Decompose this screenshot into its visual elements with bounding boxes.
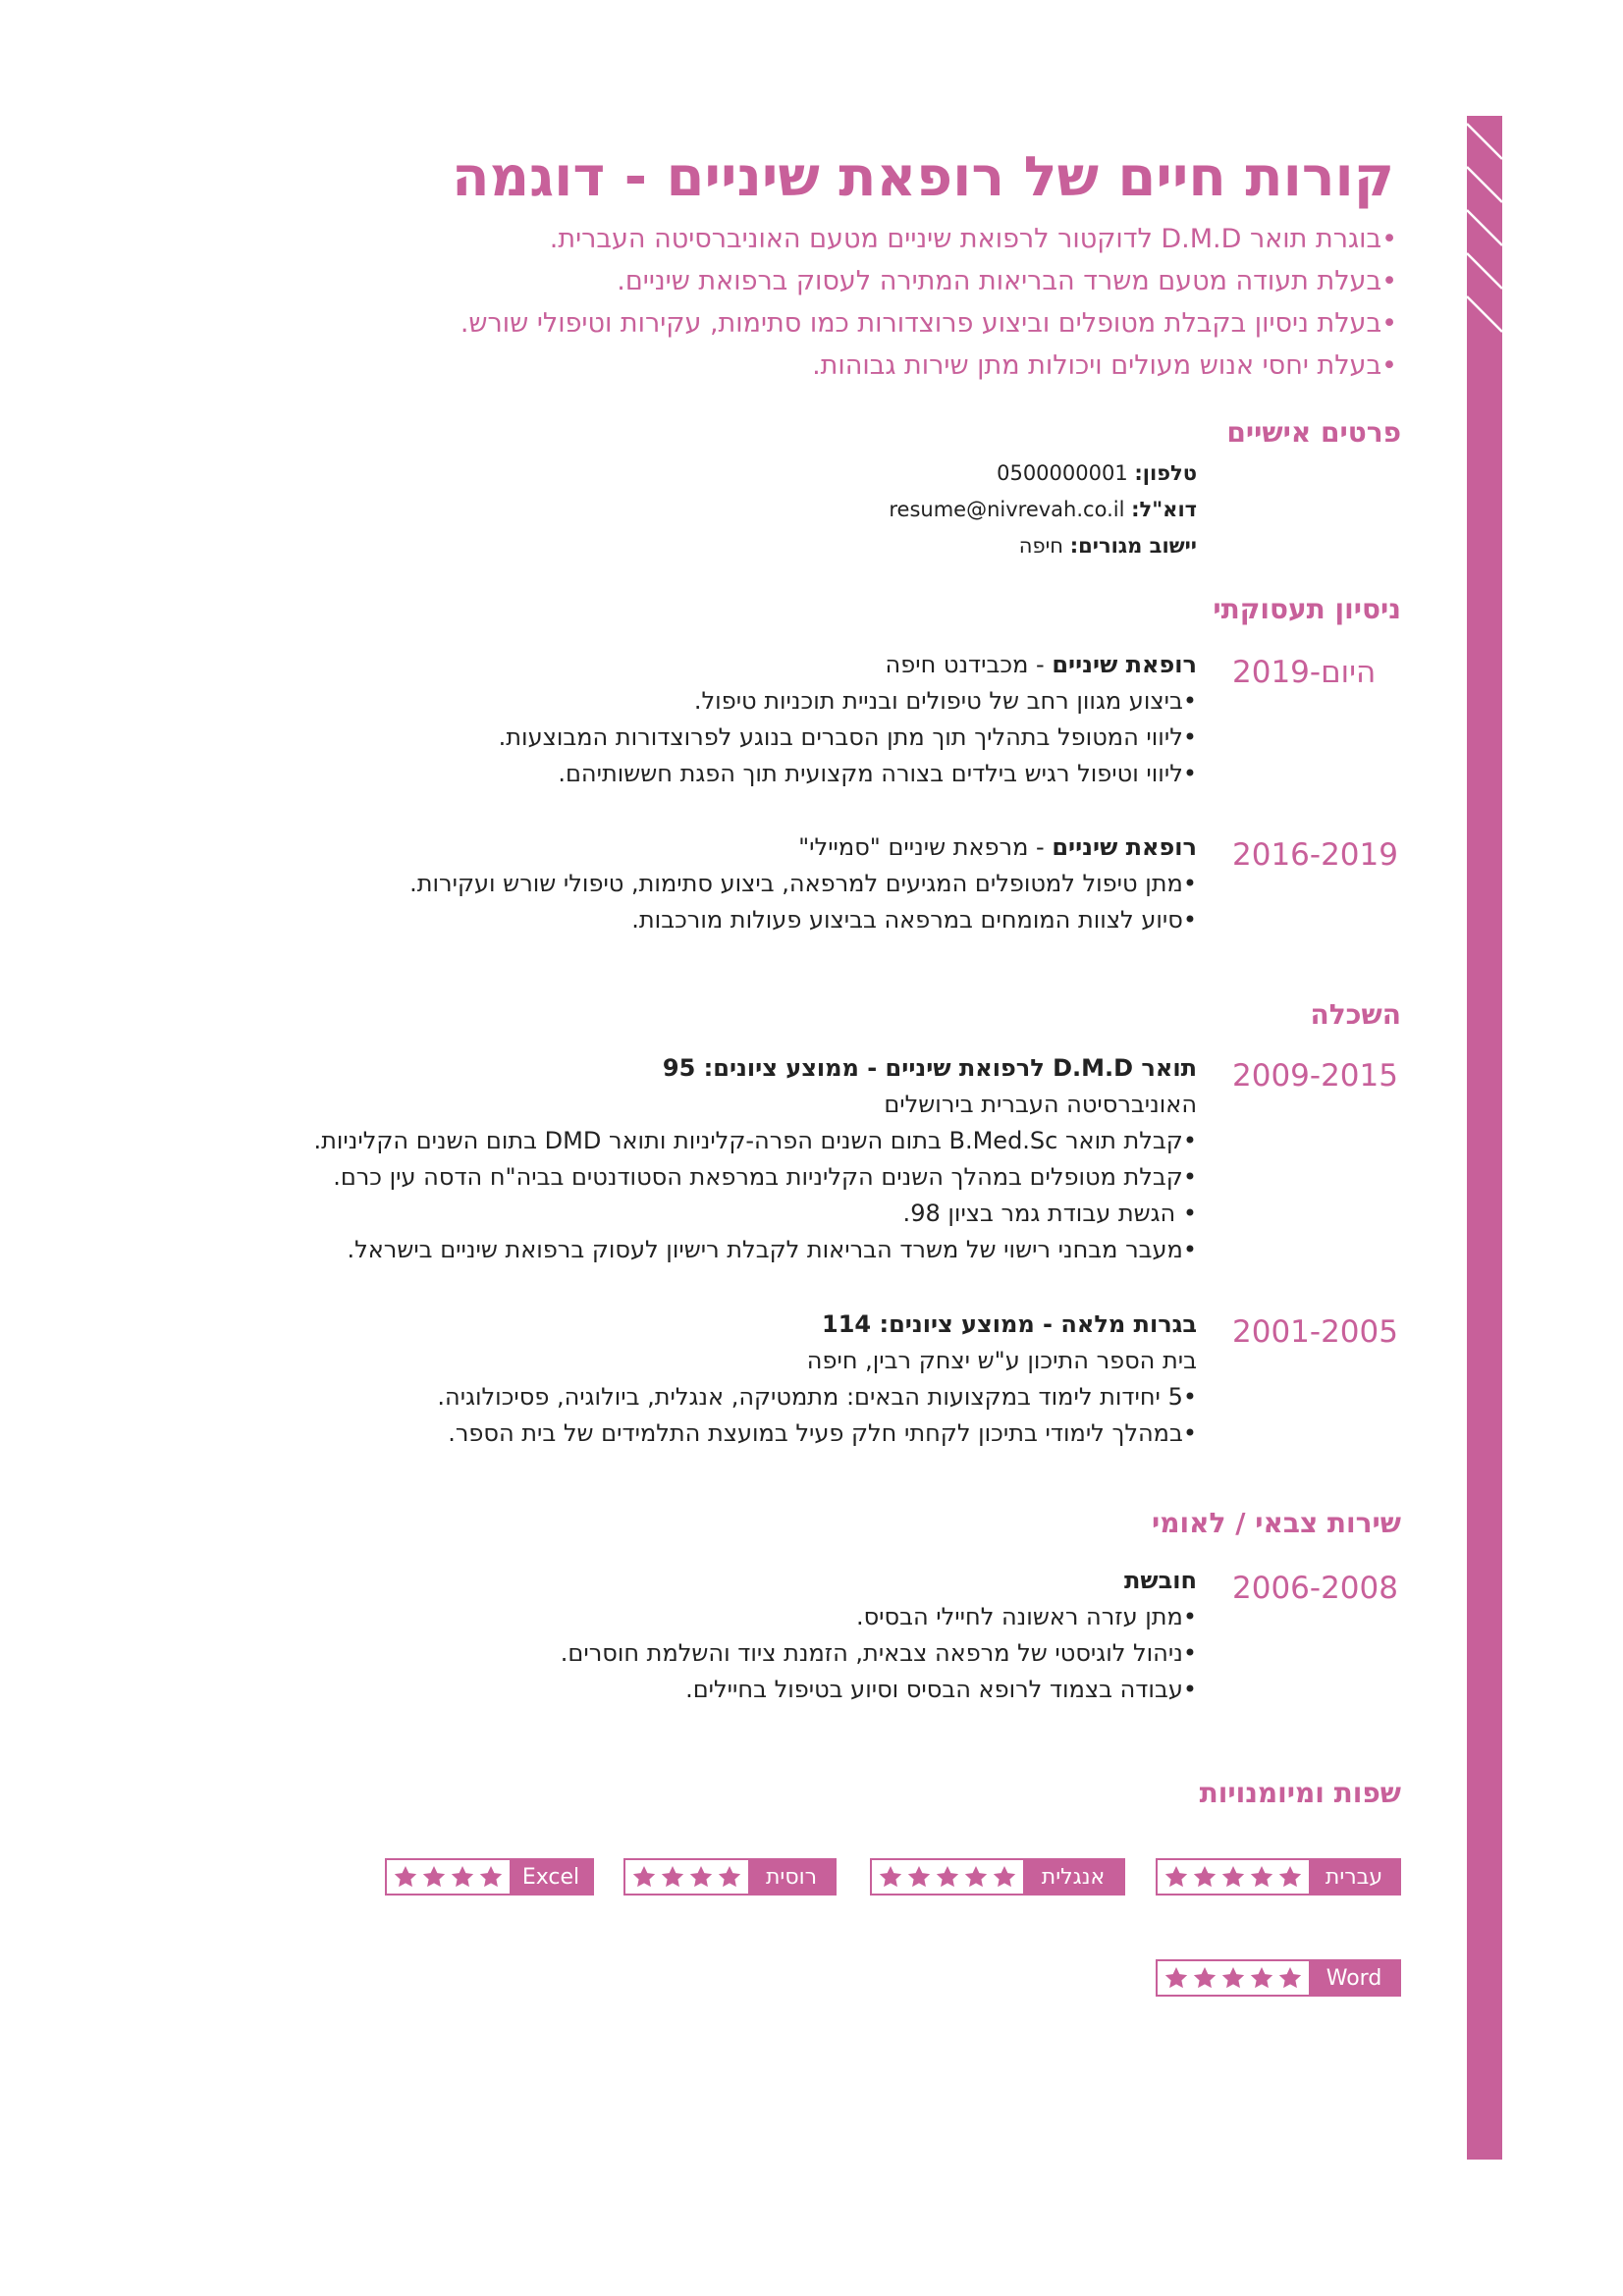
star-icon: [1249, 1965, 1274, 1991]
experience-bullets: [499, 683, 1197, 792]
star-icon: [1220, 1864, 1246, 1890]
star-icon: [1249, 1864, 1274, 1890]
bullet-item: •סיוע לצוות המומחים במרפאה בביצוע פעולות מורכבות.: [631, 906, 1197, 934]
skill-label: אנגלית: [1023, 1860, 1123, 1894]
summary-item: •בעלת ניסיון בקבלת מטופלים וביצוע פרוצדורות כמו סתימות, עקירות וטיפולי שורש.: [460, 308, 1397, 339]
skill-label: Word: [1309, 1961, 1399, 1995]
bullet-item: •עבודה בצמוד לרופא הבסיס וסיוע בטיפול בחיילים.: [685, 1676, 1197, 1703]
military-entry: [561, 1563, 1197, 1708]
skill-badge: [870, 1858, 1125, 1896]
diagonal-stripes-decoration: [1467, 116, 1502, 410]
skill-badge: [1156, 1858, 1401, 1896]
summary-item: •בוגרת תואר D.M.D לדוקטור לרפואת שיניים מטעם האוניברסיטה העברית.: [549, 224, 1397, 254]
education-section-title: השכלה: [1310, 998, 1401, 1031]
bullet-item: •במהלך לימודי בתיכון לקחתי חלק פעיל במועצת התלמידים של בית הספר.: [448, 1419, 1197, 1447]
star-icon: [393, 1864, 418, 1890]
bullet-item: •5 יחידות לימוד במקצועות הבאים: מתמטיקה, אנגלית, ביולוגיה, פסיכולוגיה.: [437, 1383, 1197, 1411]
bullet-item: •קבלת תואר B.Med.Sc בתום השנים הפרה-קליניות ותואר DMD בתום השנים הקליניות.: [313, 1127, 1197, 1154]
star-icon: [421, 1864, 447, 1890]
resume-title: קורות חיים של רופאת שיניים - דוגמה: [452, 145, 1394, 209]
star-icon: [450, 1864, 475, 1890]
star-icon: [717, 1864, 742, 1890]
email-row: [889, 492, 1197, 528]
bullet-item: •קבלת מטופלים במהלך השנים הקליניות במרפאת הסטודנטים בביה"ח הדסה עין כרם.: [333, 1163, 1197, 1191]
personal-section-title: פרטים אישיים: [1226, 416, 1401, 449]
bullet-item: • הגשת עבודת גמר בציון 98.: [902, 1200, 1197, 1227]
summary-list: [460, 218, 1397, 387]
phone-row: [889, 455, 1197, 492]
star-icon: [1163, 1864, 1189, 1890]
degree-title: תואר D.M.D לרפואת שיניים - ממוצע ציונים: 95: [662, 1054, 1197, 1082]
military-years: 2006-2008: [1232, 1571, 1398, 1606]
bullet-item: •ליווי המטופל בתהליך תוך מתן הסברים בנוגע לפרוצדורות המבוצעות.: [498, 723, 1197, 751]
skill-label: רוסית: [748, 1860, 835, 1894]
star-icon: [631, 1864, 657, 1890]
skill-badge: [623, 1858, 837, 1896]
city-label: יישוב מגורים:: [1069, 534, 1197, 558]
email-label: דוא"ל:: [1131, 498, 1197, 521]
experience-entry: [409, 829, 1197, 938]
skill-rating: [1158, 1961, 1309, 1995]
phone-value: 0500000001: [997, 461, 1128, 485]
star-icon: [478, 1864, 504, 1890]
education-bullets: [437, 1379, 1197, 1452]
skills-section-title: שפות ומיומנויות: [1199, 1777, 1401, 1809]
star-icon: [935, 1864, 960, 1890]
phone-label: טלפון:: [1134, 461, 1197, 485]
skill-badge: [385, 1858, 594, 1896]
star-icon: [1277, 1965, 1303, 1991]
experience-bullets: [409, 866, 1197, 938]
email-value: resume@nivrevah.co.il: [889, 498, 1125, 521]
decorative-side-bar: [1467, 116, 1502, 2160]
experience-entry: [499, 647, 1197, 792]
education-heading: [313, 1050, 1197, 1087]
skill-rating: [387, 1860, 510, 1894]
star-icon: [1277, 1864, 1303, 1890]
bullet-item: •ניהול לוגיסטי של מרפאה צבאית, הזמנת ציוד והשלמת חוסרים.: [560, 1639, 1197, 1667]
military-bullets: [561, 1599, 1197, 1708]
job-place: - מכבידנט חיפה: [885, 651, 1053, 678]
skill-rating: [872, 1860, 1023, 1894]
city-row: [889, 528, 1197, 564]
skill-rating: [625, 1860, 748, 1894]
star-icon: [688, 1864, 714, 1890]
education-entry: [313, 1050, 1197, 1268]
school-name: בית הספר התיכון ע"ש יצחק רבין, חיפה: [806, 1347, 1197, 1374]
military-section-title: שירות צבאי / לאומי: [1152, 1507, 1401, 1539]
education-years: 2001-2005: [1232, 1314, 1398, 1350]
star-icon: [992, 1864, 1017, 1890]
skill-label: עברית: [1309, 1860, 1399, 1894]
star-icon: [1163, 1965, 1189, 1991]
skill-label: Excel: [510, 1860, 592, 1894]
star-icon: [878, 1864, 903, 1890]
bullet-item: •מתן עזרה ראשונה לחיילי הבסיס.: [855, 1603, 1197, 1630]
star-icon: [1192, 1965, 1217, 1991]
summary-item: •בעלת תעודה מטעם משרד הבריאות המתירה לעסוק ברפואת שיניים.: [617, 266, 1397, 296]
star-icon: [906, 1864, 932, 1890]
star-icon: [1192, 1864, 1217, 1890]
contact-details: [889, 455, 1197, 564]
experience-heading: [499, 647, 1197, 683]
city-value: חיפה: [1018, 534, 1064, 558]
star-icon: [963, 1864, 989, 1890]
star-icon: [660, 1864, 685, 1890]
education-heading: [437, 1307, 1197, 1343]
experience-years: 2019-היום: [1232, 655, 1377, 690]
degree-title: בגרות מלאה - ממוצע ציונים: 114: [822, 1310, 1197, 1338]
military-heading: [561, 1563, 1197, 1599]
experience-section-title: ניסיון תעסוקתי: [1213, 593, 1401, 625]
star-icon: [1220, 1965, 1246, 1991]
summary-item: •בעלת יחסי אנוש מעולים ויכולות מתן שירות גבוהות.: [812, 350, 1397, 381]
bullet-item: •ביצוע מגוון רחב של טיפולים ובניית תוכניות טיפול.: [693, 687, 1197, 715]
skill-badge: [1156, 1959, 1401, 1997]
experience-years: 2016-2019: [1232, 837, 1398, 873]
education-bullets: [313, 1123, 1197, 1268]
military-role: חובשת: [1124, 1567, 1197, 1594]
skill-rating: [1158, 1860, 1309, 1894]
job-place: - מרפאת שיניים "סמיילי": [798, 833, 1053, 861]
job-role: רופאת שיניים: [1052, 833, 1197, 861]
bullet-item: •ליווי וטיפול רגיש בילדים בצורה מקצועית תוך הפגת חששותיהם.: [558, 760, 1197, 787]
education-entry: [437, 1307, 1197, 1452]
school-name: האוניברסיטה העברית בירושלים: [884, 1091, 1197, 1118]
education-years: 2009-2015: [1232, 1058, 1398, 1094]
bullet-item: •מתן טיפול למטופלים המגיעים למרפאה, ביצוע סתימות, טיפולי שורש ועקירות.: [409, 870, 1197, 897]
bullet-item: •מעבר מבחני רישוי של משרד הבריאות לקבלת רישיון לעסוק ברפואת שיניים בישראל.: [347, 1236, 1197, 1263]
job-role: רופאת שיניים: [1052, 651, 1197, 678]
experience-heading: [409, 829, 1197, 866]
